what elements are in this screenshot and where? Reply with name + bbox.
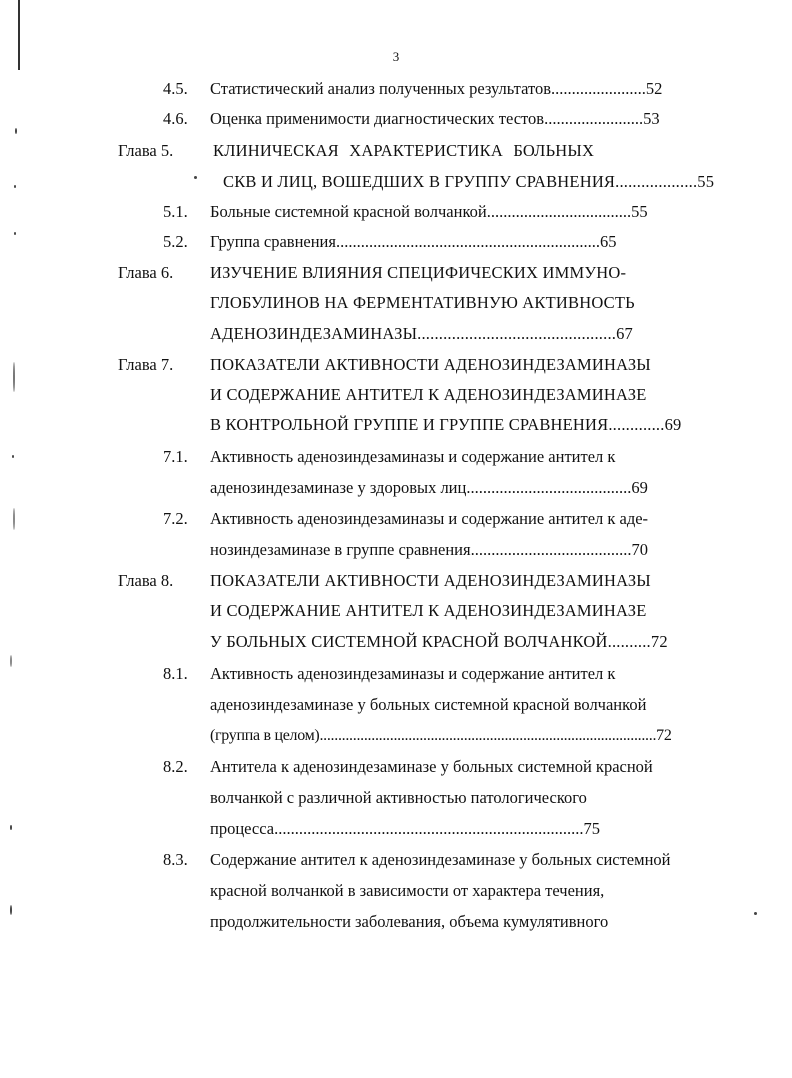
toc-number: 4.6. [163, 109, 188, 128]
chapter-title: СКВ И ЛИЦ, ВОШЕДШИХ В ГРУППУ СРАВНЕНИЯ...................55 [223, 172, 715, 191]
chapter-title: И СОДЕРЖАНИЕ АНТИТЕЛ К АДЕНОЗИНДЕЗАМИНАЗЕ [210, 601, 647, 620]
chapter-title: АДЕНОЗИНДЕЗАМИНАЗЫ..............................................67 [210, 324, 634, 343]
toc-entry-text: волчанкой с различной активностью патологического [210, 788, 587, 807]
toc-entry-text: красной волчанкой в зависимости от характера течения, [210, 881, 605, 900]
scan-artifact [14, 185, 16, 188]
toc-number: 8.1. [163, 664, 188, 683]
toc-entry-text: Активность аденозиндезаминазы и содержание антител к аде- [210, 509, 649, 528]
chapter-title: У БОЛЬНЫХ СИСТЕМНОЙ КРАСНОЙ ВОЛЧАНКОЙ..........72 [210, 632, 668, 651]
scan-artifact [10, 905, 12, 915]
scan-artifact [14, 232, 16, 235]
scan-artifact [13, 362, 15, 392]
toc-number: 5.1. [163, 202, 188, 221]
scan-artifact [18, 0, 20, 70]
chapter-number: Глава 8. [118, 571, 174, 590]
toc-number: 8.3. [163, 850, 188, 869]
scan-artifact [13, 508, 15, 530]
chapter-title: ПОКАЗАТЕЛИ АКТИВНОСТИ АДЕНОЗИНДЕЗАМИНАЗЫ [210, 355, 651, 374]
scan-artifact [754, 912, 757, 915]
chapter-title: ГЛОБУЛИНОВ НА ФЕРМЕНТАТИВНУЮ АКТИВНОСТЬ [210, 293, 635, 312]
toc-entry-text: Оценка применимости диагностических тестов........................53 [210, 109, 660, 128]
chapter-title: ИЗУЧЕНИЕ ВЛИЯНИЯ СПЕЦИФИЧЕСКИХ ИММУНО- [210, 263, 627, 282]
toc-entry-text: продолжительности заболевания, объема кумулятивного [210, 912, 609, 931]
chapter-title: КЛИНИЧЕСКАЯ ХАРАКТЕРИСТИКА БОЛЬНЫХ [213, 141, 595, 160]
toc-entry-text: процесса...........................................................................75 [210, 819, 600, 838]
toc-number: 7.2. [163, 509, 188, 528]
toc-entry-text: (группа в целом)...........................................................................................72 [210, 727, 672, 744]
chapter-number: Глава 7. [118, 355, 174, 374]
scan-artifact [194, 176, 197, 179]
chapter-title: И СОДЕРЖАНИЕ АНТИТЕЛ К АДЕНОЗИНДЕЗАМИНАЗЕ [210, 385, 647, 404]
chapter-number: Глава 6. [118, 263, 174, 282]
toc-entry-text: Активность аденозиндезаминазы и содержание антител к [210, 447, 616, 466]
chapter-number: Глава 5. [118, 141, 174, 160]
toc-entry-text: Антитела к аденозиндезаминазе у больных системной красной [210, 757, 653, 776]
chapter-title: ПОКАЗАТЕЛИ АКТИВНОСТИ АДЕНОЗИНДЕЗАМИНАЗЫ [210, 571, 651, 590]
toc-entry-text: нозиндезаминазе в группе сравнения.......................................70 [210, 540, 648, 559]
toc-number: 5.2. [163, 232, 188, 251]
toc-entry-text: Активность аденозиндезаминазы и содержание антител к [210, 664, 616, 683]
toc-number: 8.2. [163, 757, 188, 776]
chapter-title: В КОНТРОЛЬНОЙ ГРУППЕ И ГРУППЕ СРАВНЕНИЯ.............69 [210, 415, 682, 434]
scan-artifact [10, 825, 12, 830]
toc-number: 7.1. [163, 447, 188, 466]
scan-artifact [10, 655, 12, 667]
toc-entry-text: Статистический анализ полученных результатов.......................52 [210, 79, 663, 98]
scan-artifact [15, 128, 17, 134]
page-number: 3 [392, 49, 400, 64]
toc-entry-text: Группа сравнения................................................................65 [210, 232, 617, 251]
toc-entry-text: аденозиндезаминазе у больных системной красной волчанкой [210, 695, 647, 714]
toc-entry-text: Содержание антител к аденозиндезаминазе у больных системной [210, 850, 671, 869]
toc-entry-text: аденозиндезаминазе у здоровых лиц........................................69 [210, 478, 648, 497]
toc-entry-text: Больные системной красной волчанкой...................................55 [210, 202, 648, 221]
scan-artifact [12, 455, 14, 458]
toc-number: 4.5. [163, 79, 188, 98]
